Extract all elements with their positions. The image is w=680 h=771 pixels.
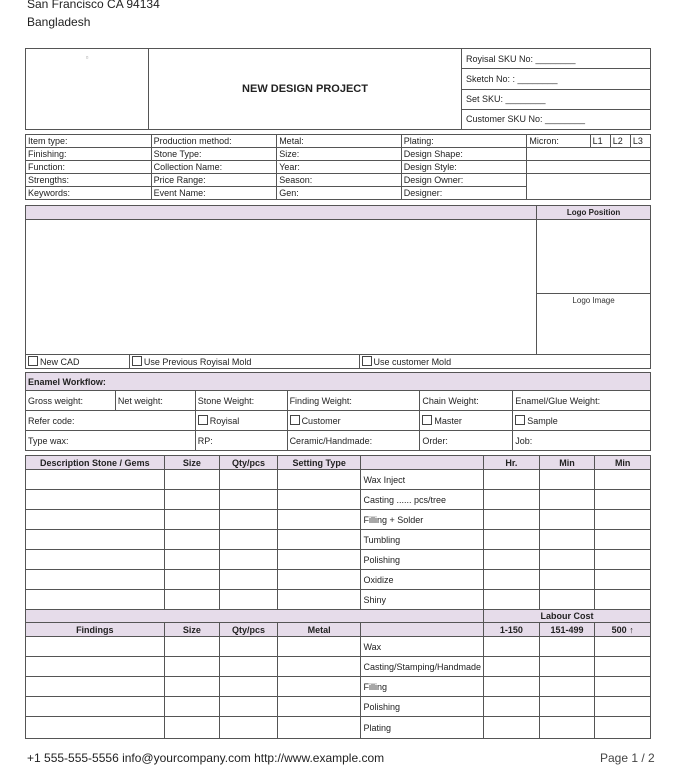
micron-blank [527,174,651,187]
step-label: Oxidize [361,570,484,590]
customer-checkbox[interactable] [290,415,300,425]
labour-cost-row [26,610,651,623]
year-field[interactable]: Year: [277,161,402,174]
cell[interactable] [539,677,595,697]
step-label: Filling [361,677,484,697]
cell[interactable] [484,590,540,610]
cell[interactable] [539,510,595,530]
table-row [26,530,651,550]
findings-size-header: Size [164,623,220,637]
strengths-field[interactable]: Strengths: [26,174,152,187]
cell[interactable] [164,570,220,590]
cell[interactable] [277,657,361,677]
cell[interactable] [595,717,651,739]
size-field[interactable]: Size: [277,148,402,161]
labour-cost-spacer [26,610,484,623]
cell[interactable] [277,490,361,510]
cell[interactable] [595,570,651,590]
findings-header-row [26,623,651,637]
cell[interactable] [539,530,595,550]
cell[interactable] [26,490,165,510]
footer-contact: +1 555-555-5556 info@yourcompany.com http://www.example.com [27,751,385,765]
findings-header: Findings [26,623,165,637]
range-500-plus-header: 500 ↑ [595,623,651,637]
master-label: Master [434,416,462,426]
cell[interactable] [539,637,595,657]
set-sku-field[interactable]: Set SKU: ________ [462,89,651,109]
step-label: Casting/Stamping/Handmade [361,657,484,677]
hr-header: Hr. [484,456,540,470]
plating-field[interactable]: Plating: [401,135,527,148]
header-table [25,48,651,130]
qty-header: Qty/pcs [220,456,278,470]
step-label: Wax Inject [361,470,484,490]
micron-label: Micron: [527,135,590,148]
table-row [26,550,651,570]
table-row [26,697,651,717]
cell[interactable] [164,637,220,657]
micron-blank [527,161,651,174]
new-cad-label: New CAD [40,357,80,367]
cell[interactable] [164,677,220,697]
cell[interactable] [277,697,361,717]
range-1-150-header: 1-150 [484,623,540,637]
cell[interactable] [539,590,595,610]
cell[interactable] [220,677,278,697]
enamel-table [25,372,651,451]
step-label: Shiny [361,590,484,610]
setting-type-header: Setting Type [277,456,361,470]
cell[interactable] [164,490,220,510]
cell[interactable] [595,657,651,677]
cell[interactable] [220,510,278,530]
cell[interactable] [26,570,165,590]
labour-cost-header: Labour Cost [484,610,651,623]
sketch-no-field[interactable]: Sketch No: : ________ [462,69,651,89]
customer-mold-checkbox[interactable] [362,356,372,366]
design-style-field[interactable]: Design Style: [401,161,527,174]
description-stone-header: Description Stone / Gems [26,456,165,470]
stone-weight-field[interactable]: Stone Weight: [195,391,287,411]
ceramic-handmade-field[interactable]: Ceramic/Handmade: [287,431,420,451]
step-label: Filling + Solder [361,510,484,530]
new-cad-checkbox[interactable] [28,356,38,366]
cell[interactable] [26,550,165,570]
cell[interactable] [277,470,361,490]
cell[interactable] [164,470,220,490]
findings-qty-header: Qty/pcs [220,623,278,637]
season-field[interactable]: Season: [277,174,402,187]
cell[interactable] [595,510,651,530]
royisal-option[interactable] [195,411,287,431]
master-checkbox[interactable] [422,415,432,425]
table-row [26,717,651,739]
min-header-1: Min [539,456,595,470]
table-row [26,590,651,610]
cell[interactable] [164,657,220,677]
design-area-header [26,206,537,220]
level-l3[interactable]: L3 [630,135,650,148]
rp-field[interactable]: RP: [195,431,287,451]
cell[interactable] [26,677,165,697]
production-table [25,455,651,739]
cell[interactable] [539,490,595,510]
cell[interactable] [164,717,220,739]
enamel-workflow-header: Enamel Workflow: [26,373,651,391]
step-label: Polishing [361,697,484,717]
micron-blank [527,187,651,200]
cell[interactable] [484,550,540,570]
function-field[interactable]: Function: [26,161,152,174]
cell[interactable] [220,570,278,590]
size-header: Size [164,456,220,470]
cell[interactable] [277,510,361,530]
design-owner-field[interactable]: Design Owner: [401,174,527,187]
cell[interactable] [220,717,278,739]
cell[interactable] [164,550,220,570]
table-row [26,510,651,530]
cell[interactable] [484,490,540,510]
step-label: Plating [361,717,484,739]
project-title: NEW DESIGN PROJECT [149,49,462,130]
previous-mold-checkbox[interactable] [132,356,142,366]
cell[interactable] [277,550,361,570]
address-line-1: San Francisco CA 94134 [27,0,160,11]
logo-placeholder: ▫ [26,49,149,130]
table-row [26,637,651,657]
cell[interactable] [484,697,540,717]
cell[interactable] [26,697,165,717]
cell[interactable] [277,530,361,550]
cell[interactable] [26,590,165,610]
step-label: Wax [361,637,484,657]
cell[interactable] [277,570,361,590]
production-method-field[interactable]: Production method: [151,135,277,148]
logo-image-label: Logo Image [572,296,615,305]
stones-header-row [26,456,651,470]
royisal-label: Royisal [209,416,240,426]
cell[interactable] [220,657,278,677]
order-field[interactable]: Order: [420,431,513,451]
cell[interactable] [26,470,165,490]
cell[interactable] [539,657,595,677]
event-name-field[interactable]: Event Name: [151,187,277,200]
cell[interactable] [539,717,595,739]
new-cad-option[interactable] [26,355,130,369]
findings-metal-header: Metal [277,623,361,637]
table-row [26,657,651,677]
cell[interactable] [484,657,540,677]
chain-weight-field[interactable]: Chain Weight: [420,391,513,411]
cell[interactable] [277,677,361,697]
cell[interactable] [484,717,540,739]
enamel-glue-weight-field[interactable]: Enamel/Glue Weight: [513,391,651,411]
cell[interactable] [595,550,651,570]
step-header [361,456,484,470]
net-weight-field[interactable]: Net weight: [115,391,195,411]
customer-mold-label: Use customer Mold [373,357,452,367]
design-sketch-area[interactable] [26,220,537,355]
cell[interactable] [539,550,595,570]
previous-mold-label: Use Previous Royisal Mold [143,357,252,367]
findings-step-header [361,623,484,637]
cell[interactable] [539,570,595,590]
customer-sku-field[interactable]: Customer SKU No: ________ [462,109,651,129]
cell[interactable] [595,590,651,610]
cell[interactable] [484,510,540,530]
level-l2[interactable]: L2 [610,135,630,148]
stone-type-field[interactable]: Stone Type: [151,148,277,161]
cell[interactable] [484,677,540,697]
sample-option[interactable] [513,411,651,431]
range-151-499-header: 151-499 [539,623,595,637]
customer-option[interactable] [287,411,420,431]
cell[interactable] [164,530,220,550]
designer-field[interactable]: Designer: [401,187,527,200]
customer-label: Customer [301,416,341,426]
cell[interactable] [595,677,651,697]
page-number: Page 1 / 2 [600,751,655,765]
cell[interactable] [595,470,651,490]
table-row [26,570,651,590]
cell[interactable] [595,637,651,657]
design-shape-field[interactable]: Design Shape: [401,148,527,161]
design-area-table [25,205,651,369]
cell[interactable] [26,530,165,550]
finishing-field[interactable]: Finishing: [26,148,152,161]
cell[interactable] [164,697,220,717]
step-label: Polishing [361,550,484,570]
table-row [26,490,651,510]
cell[interactable] [220,697,278,717]
table-row [26,470,651,490]
cell[interactable] [26,637,165,657]
sample-label: Sample [527,416,558,426]
cell[interactable] [484,530,540,550]
cell[interactable] [164,590,220,610]
cell[interactable] [484,637,540,657]
table-row [26,677,651,697]
finding-weight-field[interactable]: Finding Weight: [287,391,420,411]
cell[interactable] [26,657,165,677]
cell[interactable] [277,717,361,739]
step-label: Casting ...... pcs/tree [361,490,484,510]
keywords-field[interactable]: Keywords: [26,187,152,200]
cell[interactable] [484,470,540,490]
step-label: Tumbling [361,530,484,550]
item-type-field[interactable]: Item type: [26,135,152,148]
cell[interactable] [277,637,361,657]
refer-code-field[interactable]: Refer code: [26,411,196,431]
cell[interactable] [220,550,278,570]
cell[interactable] [277,590,361,610]
sample-checkbox[interactable] [515,415,525,425]
cell[interactable] [26,717,165,739]
level-l1[interactable]: L1 [590,135,610,148]
cell[interactable] [595,697,651,717]
cell[interactable] [220,530,278,550]
cell[interactable] [220,637,278,657]
cell[interactable] [539,697,595,717]
cell[interactable] [220,470,278,490]
cell[interactable] [220,490,278,510]
logo-position-area[interactable] [537,220,650,294]
logo-cell [537,220,651,355]
cell[interactable] [164,510,220,530]
cell[interactable] [595,490,651,510]
royisal-sku-field[interactable]: Royisal SKU No: ________ [462,49,651,69]
cell[interactable] [595,530,651,550]
min-header-2: Min [595,456,651,470]
collection-name-field[interactable]: Collection Name: [151,161,277,174]
cell[interactable] [26,510,165,530]
cell[interactable] [220,590,278,610]
gross-weight-field[interactable]: Gross weight: [26,391,116,411]
cell[interactable] [539,470,595,490]
specs-table [25,134,651,200]
micron-blank [527,148,651,161]
price-range-field[interactable]: Price Range: [151,174,277,187]
logo-position-label: Logo Position [537,206,651,220]
type-wax-field[interactable]: Type wax: [26,431,196,451]
metal-field[interactable]: Metal: [277,135,402,148]
gen-field[interactable]: Gen: [277,187,402,200]
customer-mold-option[interactable] [359,355,650,369]
cell[interactable] [484,570,540,590]
previous-mold-option[interactable] [129,355,359,369]
address-line-2: Bangladesh [27,15,91,29]
master-option[interactable] [420,411,513,431]
royisal-checkbox[interactable] [198,415,208,425]
job-field[interactable]: Job: [513,431,651,451]
